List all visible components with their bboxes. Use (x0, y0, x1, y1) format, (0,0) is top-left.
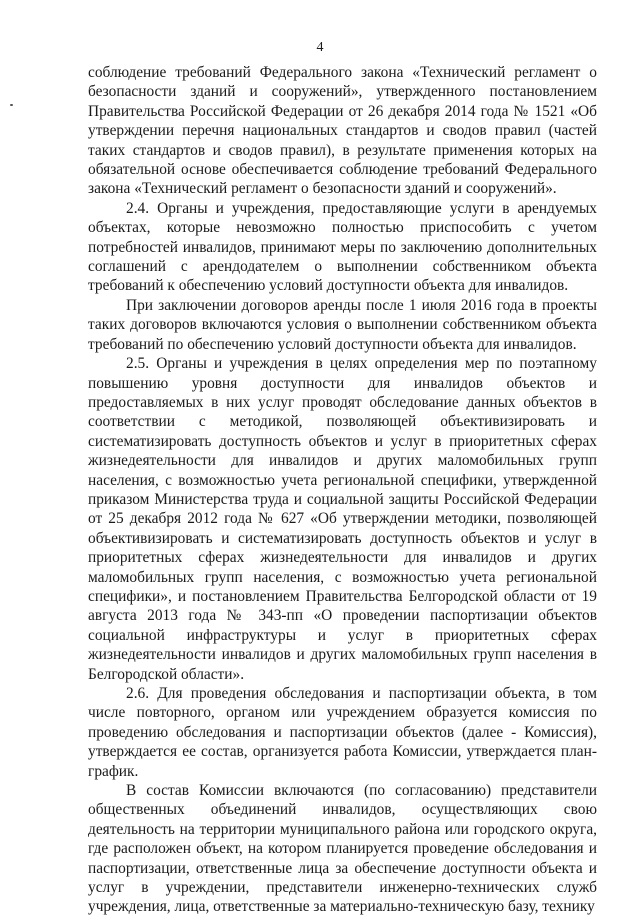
paragraph-commission-composition: В состав Комиссии включаются (по согласованию) представители общественных объединений инвалидов, осуществляющих свою деятельность на территории муниципального района или городского округа, где расположен объект, на котором планируется проведение обследования и паспортизации, ответственные лица за обеспечение доступности объекта и услуг в учреждении, представители инженерно-технических служб учреждения, лица, ответственные за материально-техническую базу, технику (88, 782, 597, 916)
page-number: 4 (316, 40, 324, 55)
paragraph-clause-2-6: 2.6. Для проведения обследования и паспортизации объекта, в том числе повторного, органом или учреждением образуется комиссия по проведению обследования и паспортизации объектов (далее - Комиссия), утверждается ее состав, организуется работа Комиссии, утверждается план-график. (88, 685, 597, 780)
paragraph-continuation: соблюдение требований Федерального закона «Технический регламент о безопасности зданий и сооружений», утвержденного постановлением Правительства Российской Федерации от 26 декабря 2014 года № 1521 «Об утверждении перечня национальных стандартов и сводов правил (частей таких стандартов и сводов правил), в результате применения которых на обязательной основе обеспечивается соблюдение требований Федерального закона «Технический регламент о безопасности зданий и сооружений». (88, 64, 597, 198)
paragraph-clause-2-5: 2.5. Органы и учреждения в целях определения мер по поэтапному повышению уровня доступности для инвалидов объектов и предоставляемых в них услуг проводят обследование данных объектов в соответствии с методикой, позволяющей объективизировать и систематизировать доступность объектов и услуг в приоритетных сферах жизнедеятельности для инвалидов и других маломобильных групп населения, с возможностью учета региональной специфики, утвержденной приказом Министерства труда и социальной защиты Российской Федерации от 25 декабря 2012 года № 627 «Об утверждении методики, позволяющей объективизировать и систематизировать доступность объектов и услуг в приоритетных сферах жизнедеятельности для инвалидов и других маломобильных групп населения, с возможностью учета региональной специфики», и постановлением Правительства Белгородской области от 19 августа 2013 года № 343-пп «О проведении паспортизации объектов социальной инфраструктуры и услуг в приоритетных сферах жизнедеятельности инвалидов и других маломобильных групп населения в Белгородской области». (88, 355, 597, 683)
scan-speck (10, 104, 13, 106)
paragraph-clause-2-4: 2.4. Органы и учреждения, предоставляющие услуги в арендуемых объектах, которые невозможно полностью приспособить с учетом потребностей инвалидов, принимают меры по заключению дополнительных соглашений с арендодателем о выполнении собственником объекта требований к обеспечению условий доступности объекта для инвалидов. (88, 199, 597, 295)
paragraph-lease-contracts: При заключении договоров аренды после 1 июля 2016 года в проекты таких договоров включаются условия о выполнении собственником объекта требований по обеспечению условий доступности объекта для инвалидов. (88, 296, 597, 353)
document-body (88, 63, 597, 917)
